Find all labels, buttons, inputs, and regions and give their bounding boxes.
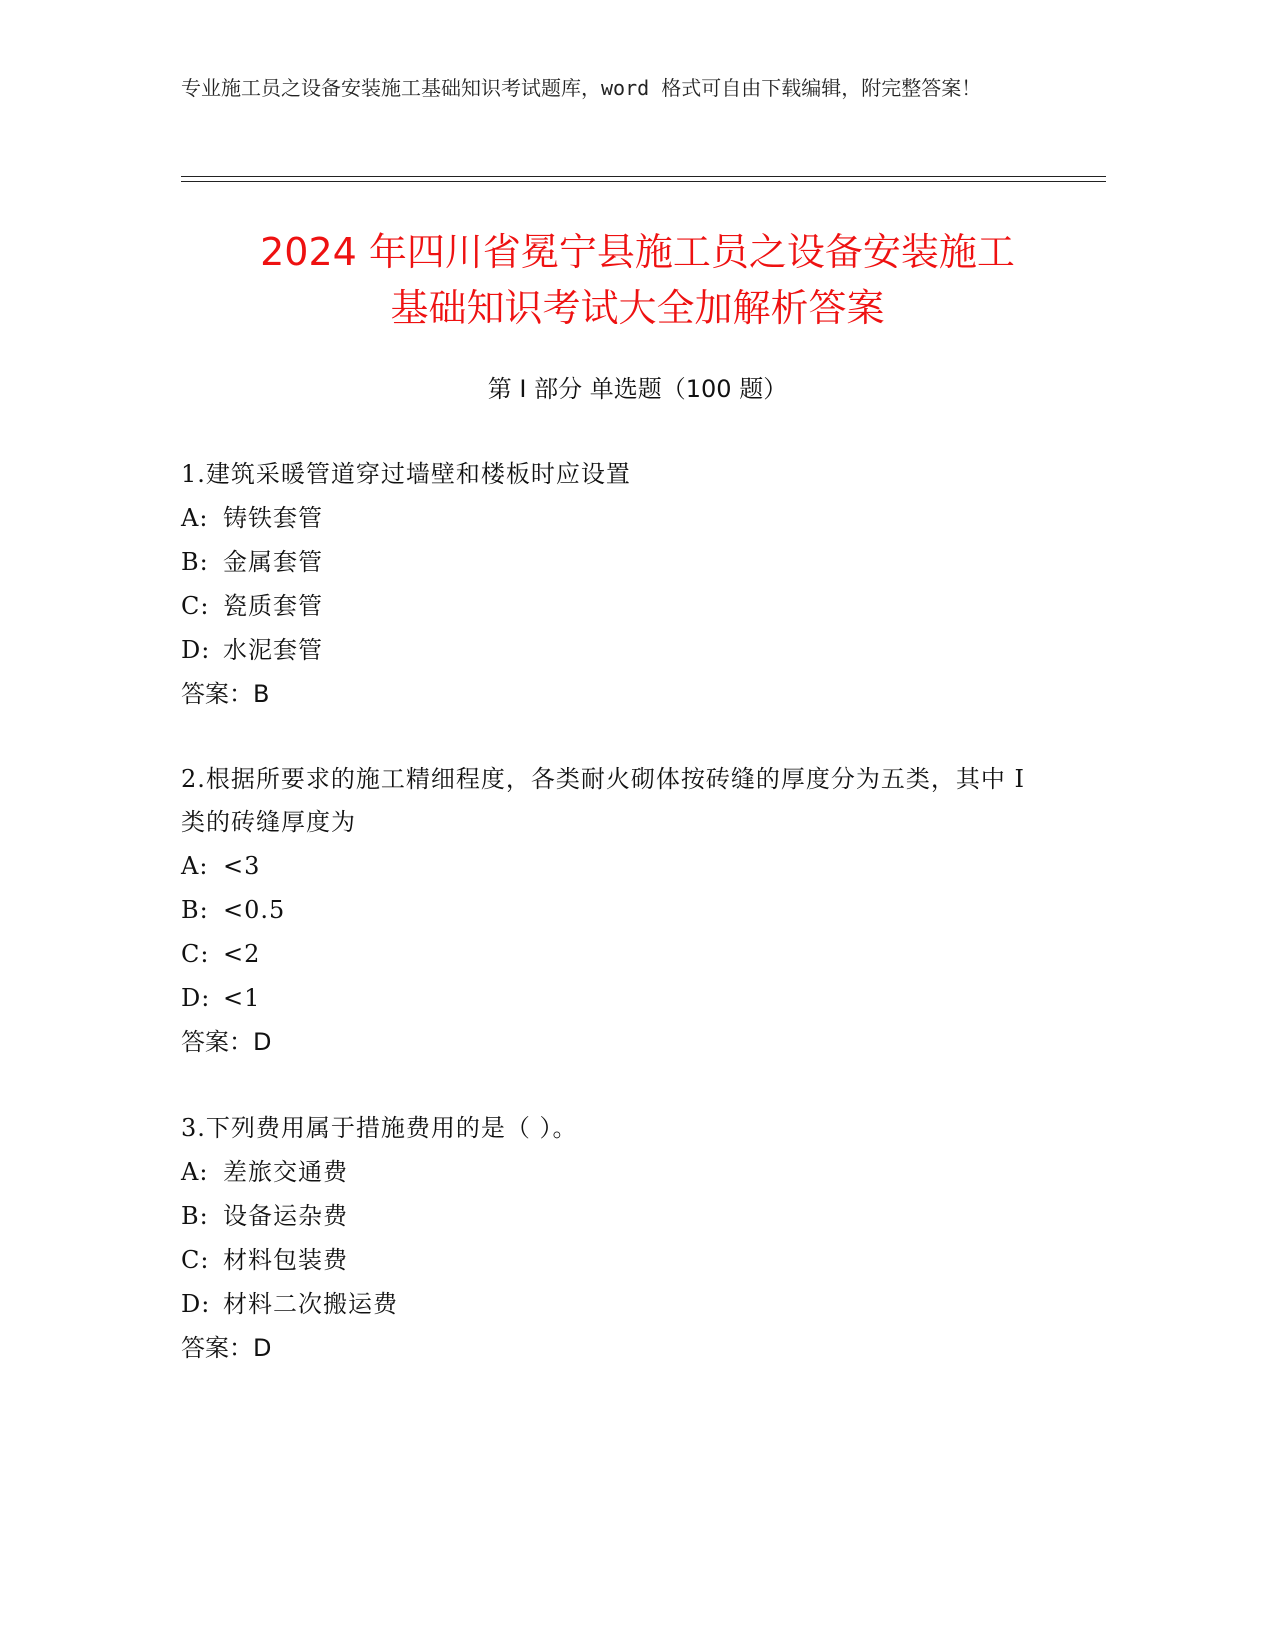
option-letter: D: bbox=[181, 636, 211, 664]
option-letter: A: bbox=[181, 852, 209, 880]
option-b bbox=[181, 540, 1061, 584]
header-divider-top bbox=[181, 176, 1106, 177]
option-letter: A: bbox=[181, 1158, 209, 1186]
option-letter: C: bbox=[181, 940, 210, 968]
option-d bbox=[181, 628, 1061, 672]
option-text: 瓷质套管 bbox=[223, 592, 323, 620]
option-a bbox=[181, 1150, 1061, 1194]
option-text: 水泥套管 bbox=[223, 636, 323, 664]
option-d bbox=[181, 976, 1031, 1020]
question-3 bbox=[181, 1107, 1061, 1370]
option-d bbox=[181, 1282, 1061, 1326]
option-text: <2 bbox=[223, 940, 261, 968]
option-a bbox=[181, 496, 1061, 540]
option-text: 设备运杂费 bbox=[223, 1202, 348, 1230]
option-text: <0.5 bbox=[223, 896, 286, 924]
option-text: <3 bbox=[223, 852, 261, 880]
document-title-line-2: 基础知识考试大全加解析答案 bbox=[390, 286, 885, 330]
option-letter: B: bbox=[181, 896, 209, 924]
question-stem: 2.根据所要求的施工精细程度，各类耐火砌体按砖缝的厚度分为五类，其中 I 类的砖缝厚度为 bbox=[181, 765, 1026, 836]
header-note: 专业施工员之设备安装施工基础知识考试题库，word 格式可自由下载编辑，附完整答案！ bbox=[181, 76, 982, 100]
option-b bbox=[181, 1194, 1061, 1238]
option-a bbox=[181, 844, 1031, 888]
answer: 答案：B bbox=[181, 680, 270, 708]
option-text: 金属套管 bbox=[223, 548, 323, 576]
option-letter: B: bbox=[181, 548, 209, 576]
option-letter: B: bbox=[181, 1202, 209, 1230]
document-title-line-1: 2024 年四川省冕宁县施工员之设备安装施工 bbox=[260, 230, 1015, 274]
option-text: <1 bbox=[223, 984, 261, 1012]
option-letter: C: bbox=[181, 1246, 210, 1274]
option-c bbox=[181, 932, 1031, 976]
option-letter: A: bbox=[181, 504, 209, 532]
option-text: 材料包装费 bbox=[223, 1246, 348, 1274]
document-title bbox=[160, 224, 1115, 336]
answer: 答案：D bbox=[181, 1334, 272, 1362]
header-divider-bottom bbox=[181, 181, 1106, 182]
option-text: 铸铁套管 bbox=[223, 504, 323, 532]
option-c bbox=[181, 1238, 1061, 1282]
option-b bbox=[181, 888, 1031, 932]
question-1 bbox=[181, 453, 1061, 716]
option-text: 材料二次搬运费 bbox=[223, 1290, 398, 1318]
question-2 bbox=[181, 758, 1031, 1064]
option-letter: D: bbox=[181, 1290, 211, 1318]
option-letter: C: bbox=[181, 592, 210, 620]
option-c bbox=[181, 584, 1061, 628]
section-title: 第 I 部分 单选题（100 题） bbox=[487, 375, 788, 403]
answer: 答案：D bbox=[181, 1028, 272, 1056]
question-stem: 3.下列费用属于措施费用的是（ ）。 bbox=[181, 1114, 578, 1142]
question-stem: 1.建筑采暖管道穿过墙壁和楼板时应设置 bbox=[181, 460, 631, 488]
option-letter: D: bbox=[181, 984, 211, 1012]
option-text: 差旅交通费 bbox=[223, 1158, 348, 1186]
